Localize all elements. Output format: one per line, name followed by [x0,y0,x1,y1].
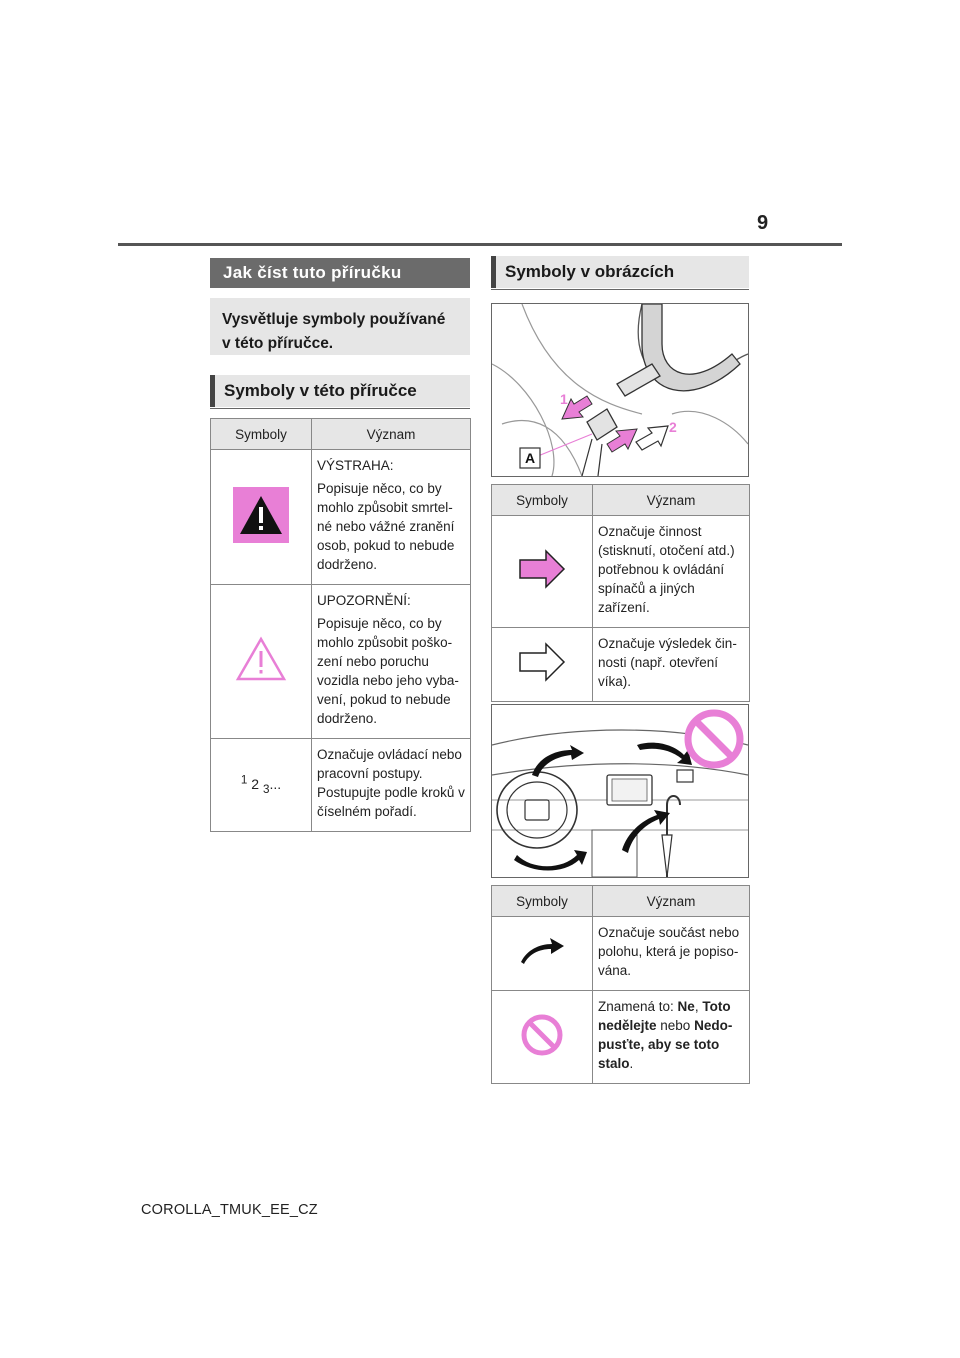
separator: nebo [656,1018,695,1033]
section-title: Jak číst tuto příručku [210,258,470,288]
intro-text: Vysvětluje symboly používané v této příručce. [210,298,470,355]
caution-title: UPOZORNĚNÍ: [317,593,411,608]
symbol-cell [211,585,312,739]
meaning-cell [593,628,750,702]
subsection-title-figures: Symboly v obrázcích [491,256,749,288]
column-header-meaning: Význam [312,419,471,450]
keyword-nedopustte: Nedo-pusťte, aby se toto stalo [598,1018,733,1071]
step-three: 3 [262,783,270,797]
table-header-row [492,485,750,516]
step-dots: ... [269,776,282,793]
step-one: 1 [240,773,248,787]
caution-text: Popisuje něco, co by mohlo způsobit poško-zení nebo poruchu vozidla nebo jeho vyba-vení, pokud to nebude dodrženo. [317,616,459,726]
prohibition-icon [519,1046,565,1061]
action-text: Označuje činnost (stisknutí, otočení atd.) potřebnou k ovládání spínačů a jiných zařízení. [598,524,735,615]
symbol-cell [211,450,312,585]
meaning-cell [593,917,750,991]
subsection-rule [210,408,470,409]
prohibition-text [598,997,744,1073]
figure-symbols-table-2 [491,885,750,1084]
footer-code: COROLLA_TMUK_EE_CZ [141,1202,318,1218]
keyword-ne: Ne [677,999,695,1014]
keyword-toto-nedelejte: Toto nedělejte [598,999,731,1033]
column-header-meaning: Význam [593,886,750,917]
figure-label-a: A [525,450,536,466]
column-header-symbols: Symboly [211,419,312,450]
outline-arrow-icon [518,670,566,685]
page-number: 9 [757,212,769,234]
meaning-cell [593,516,750,628]
subsection-title: Symboly v této příručce [210,375,470,407]
header-rule [118,243,842,246]
separator: , [694,999,703,1014]
curved-arrow-icon [519,954,565,969]
column-header-symbols: Symboly [492,485,593,516]
steps-text: Označuje ovládací nebo pracovní postupy. Postupujte podle kroků v číselném pořadí. [317,747,465,819]
caution-triangle-outline-icon [235,670,287,685]
prohibition-lead: Znamená to: [598,999,678,1014]
symbol-cell [211,739,312,832]
table-row [211,739,471,832]
table-header-row [492,886,750,917]
subsection-rule [491,289,749,290]
table-row [211,585,471,739]
column-header-symbols: Symboly [492,886,593,917]
symbols-table [210,418,471,832]
symbol-cell [492,516,593,628]
component-text: Označuje součást nebo polohu, která je popiso-vána. [598,925,740,978]
prohibition-sign [688,713,740,765]
step-two: 2 [251,776,260,793]
warning-triangle-filled-icon [233,531,289,546]
meaning-cell [312,450,471,585]
meaning-cell [312,739,471,832]
meaning-cell [593,991,750,1084]
table-row [492,991,750,1084]
table-row [492,917,750,991]
symbol-cell [492,991,593,1084]
figure-label-2: 2 [669,419,677,435]
table-row [492,516,750,628]
table-row [492,628,750,702]
period: . [629,1056,634,1071]
symbol-cell [492,917,593,991]
figure-label-1: 1 [560,391,568,407]
table-row [211,450,471,585]
dashboard-illustration [491,704,749,878]
step-numbers-icon [240,773,282,797]
result-text: Označuje výsledek čin-nosti (např. otevření víka). [598,636,737,689]
table-header-row [211,419,471,450]
warning-text: Popisuje něco, co by mohlo způsobit smrtel-né nebo vážné zranění osob, pokud to nebude dodrženo. [317,481,455,572]
column-header-meaning: Význam [593,485,750,516]
figure-symbols-table-1 [491,484,750,702]
pink-arrow-icon [518,577,566,592]
seatbelt-illustration [491,303,749,477]
warning-title: VÝSTRAHA: [317,458,394,473]
symbol-cell [492,628,593,702]
meaning-cell [312,585,471,739]
